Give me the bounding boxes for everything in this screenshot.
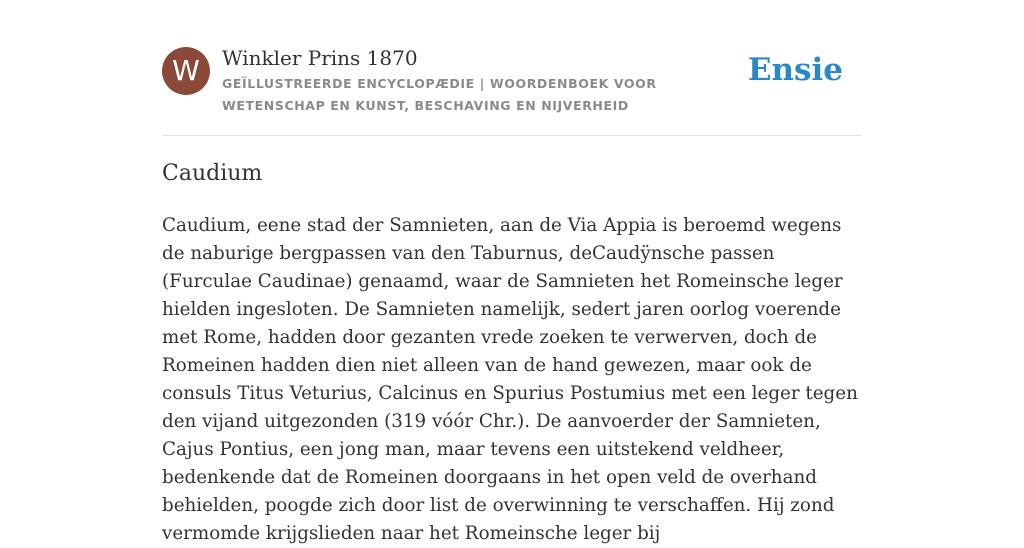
entry-title: Caudium bbox=[162, 161, 263, 186]
header-divider bbox=[162, 135, 862, 136]
entry-body: Caudium, eene stad der Samnieten, aan de Via Appia is beroemd wegens de naburige bergpassen van den Taburnus, deCaudÿnsche passen (Furculae Caudinae) genaamd, waar de Samnieten het Romeinsche leger hielden ingesloten. De Samnieten namelijk, sedert jaren oorlog voerende met Rome, hadden door gezanten vrede zoeken te verwerven, doch de Romeinen hadden dien niet alleen van de hand gewezen, maar ook de consuls Titus Veturius, Calcinus en Spurius Postumius met een leger tegen den vijand uitgezonden (319 vóór Chr.). De aanvoerder der Samnieten, Cajus Pontius, een jong man, maar tevens een uitstekend veldheer, bedenkende dat de Romeinen doorgaans in het open veld de overhand behielden, poogde zich door list de overwinning te verschaffen. Hij zond vermomde krijgslieden naar het Romeinsche leger bij bbox=[162, 215, 858, 544]
source-title-link[interactable]: Winkler Prins 1870 bbox=[222, 46, 418, 70]
ensie-logo-link[interactable]: Ensie bbox=[747, 52, 843, 88]
source-avatar[interactable]: W bbox=[162, 47, 210, 95]
source-subtitle: GEÏLLUSTREERDE ENCYCLOPÆDIE | WOORDENBOEK VOOR WETENSCHAP EN KUNST, BESCHAVING EN NIJVERHEID bbox=[222, 76, 657, 113]
source-header bbox=[162, 44, 862, 116]
